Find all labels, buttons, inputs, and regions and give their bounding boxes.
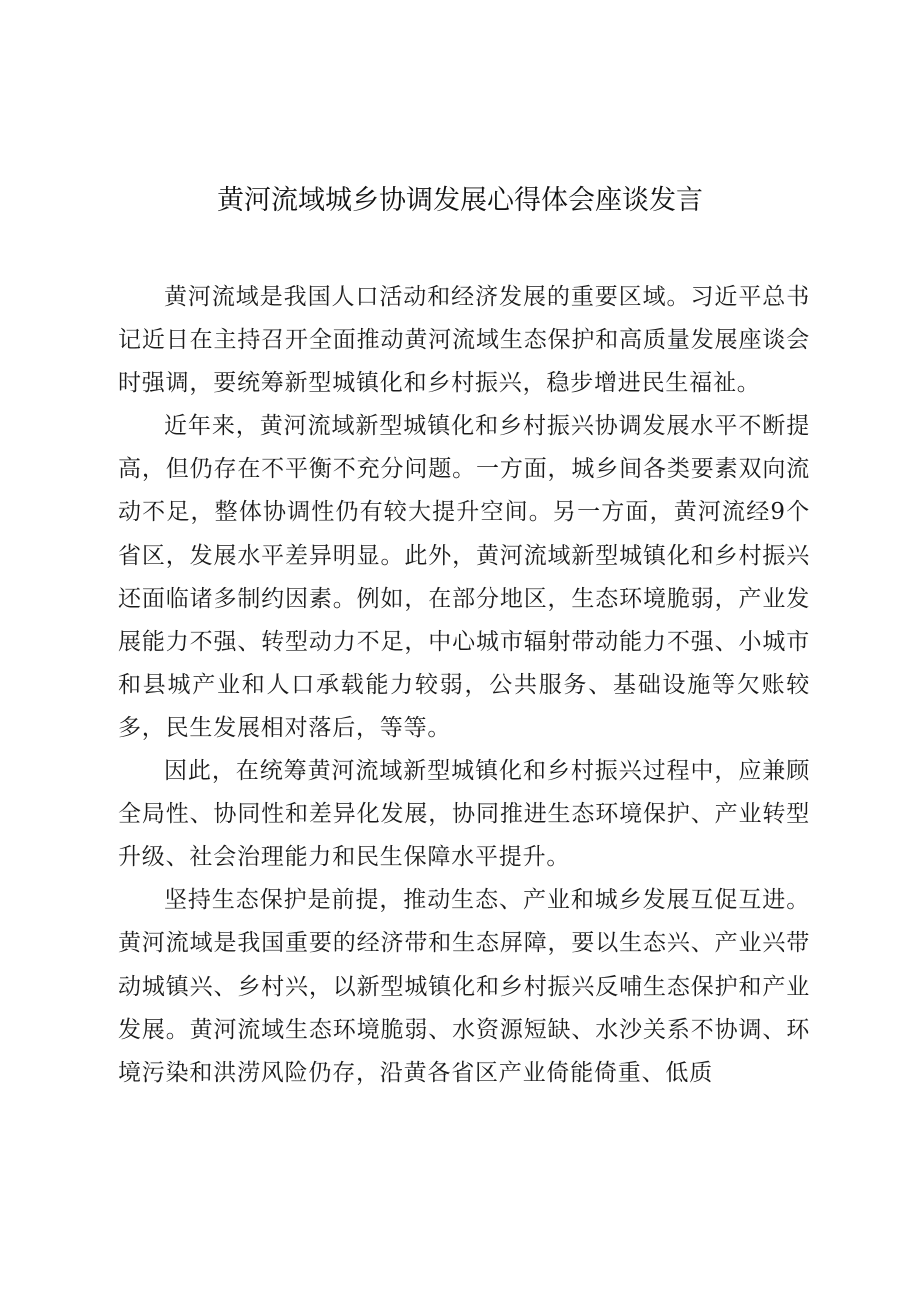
- paragraph-2: 近年来，黄河流域新型城镇化和乡村振兴协调发展水平不断提高，但仍存在不平衡不充分问题。一方面，城乡间各类要素双向流动不足，整体协调性仍有较大提升空间。另一方面，黄河流经9个省区，发展水平差异明显。此外，黄河流域新型城镇化和乡村振兴还面临诸多制约因素。例如，在部分地区，生态环境脆弱，产业发展能力不强、转型动力不足，中心城市辐射带动能力不强、小城市和县城产业和人口承载能力较弱，公共服务、基础设施等欠账较多，民生发展相对落后，等等。: [118, 413, 810, 741]
- paragraph-3: 因此，在统筹黄河流域新型城镇化和乡村振兴过程中，应兼顾全局性、协同性和差异化发展，协同推进生态环境保护、产业转型升级、社会治理能力和民生保障水平提升。: [118, 758, 810, 871]
- paragraph-4: 坚持生态保护是前提，推动生态、产业和城乡发展互促互进。黄河流域是我国重要的经济带和生态屏障，要以生态兴、产业兴带动城镇兴、乡村兴，以新型城镇化和乡村振兴反哺生态保护和产业发展。黄河流域生态环境脆弱、水资源短缺、水沙关系不协调、环境污染和洪涝风险仍存，沿黄各省区产业倚能倚重、低质: [118, 887, 810, 1086]
- document-body: [118, 276, 810, 1095]
- document-title: 黄河流域城乡协调发展心得体会座谈发言: [217, 185, 703, 216]
- paragraph-1: 黄河流域是我国人口活动和经济发展的重要区域。习近平总书记近日在主持召开全面推动黄河流域生态保护和高质量发展座谈会时强调，要统筹新型城镇化和乡村振兴，稳步增进民生福祉。: [118, 284, 810, 397]
